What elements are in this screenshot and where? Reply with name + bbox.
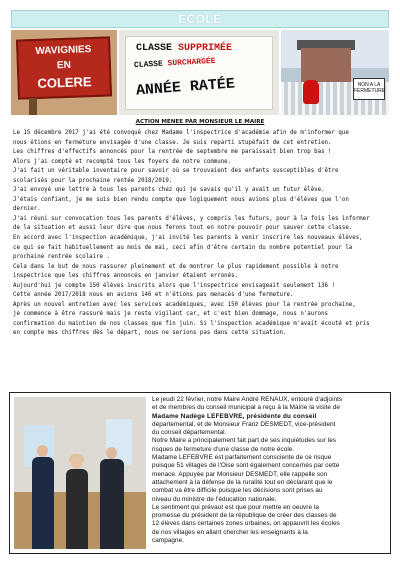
article-line: nous étions en fermeture envisagée d'une classe. Je suis reparti stupéfait de cet entretien. (13, 139, 332, 146)
article-line: ce qui se fait habituellement au mois de mai, ceci afin d'être certain du nombre potentiel pour la (13, 244, 353, 251)
banner-card: CLASSE SUPPRIMÉE CLASSE SURCHARGÉE ANNÉE RATÉE (125, 36, 273, 110)
visit-line: Le jeudi 22 février, notre Maire André RENAUX, entouré d'adjoints (152, 396, 343, 403)
article-line: prochaine rentrée scolaire . (13, 254, 110, 261)
article-body (13, 129, 388, 339)
article-line: Cette année 2017/2018 nous en avions 146 et n'étions pas menacés d'une fermeture. (13, 292, 294, 299)
visit-line: 12 élèves dans certaines zones urbaines, on appauvrit les écoles (152, 520, 340, 528)
person-center (66, 469, 88, 549)
visit-line: de nos villages en allant chercher les enseignants à la (152, 528, 308, 536)
article-line: dernier. (13, 206, 41, 213)
visit-line: et de membres du conseil municipal a reçu à la Mairie la visite de (152, 404, 341, 412)
visit-text (152, 396, 386, 545)
article-line: confirmation du maintien de nos classes que fin juin. Si l'inspection académique m'avait écouté et pris (13, 320, 370, 327)
visit-line: menace. Appuyée par Monsieur DESMEDT, elle rappelle son (152, 470, 328, 478)
banner-photo (119, 30, 279, 115)
article-line: Aujourd'hui je compte 150 élèves inscrits alors que l'inspectrice envisageait seulement 136 ! (13, 282, 335, 289)
visit-line: Le sentiment qui prévaut est que pour mettre en oeuvre la (152, 503, 319, 511)
article-line: J'ai envoyé une lettre à tous les parents chez qui je savais qu'il y avait un futur élève. (13, 187, 325, 194)
visit-line: du conseil départemental. (152, 429, 227, 437)
article-line: Alors j'ai compté et recompté tous les foyers de notre commune. (13, 158, 232, 165)
article-line: Les chiffres d'effectifs annoncés pour la rentrée de septembre me paraissait bien trop bas ! (13, 149, 332, 156)
visit-line: campagne. (152, 537, 185, 545)
visit-line: départemental, et de Monsieur Franz DESMEDT, vice-président (152, 420, 336, 428)
visit-line: combat va être difficile puisque les décisions sont prises au (152, 487, 323, 495)
visit-box (9, 392, 391, 554)
visit-line: puisque 51 villages de l'Oise sont également concernés par cette (152, 462, 340, 470)
article-line: de la situation et aussi leur dire que nous ferons tout en notre pouvoir pour sauver cette classe. (13, 225, 353, 232)
article-line: en compte mes chiffres dès le départ, nous ne serions pas dans cette situation. (13, 330, 287, 337)
meeting-photo (14, 397, 146, 549)
red-hand-icon (303, 80, 319, 104)
article-line: J'ai fait un véritable inventaire pour savoir où se trouvaient des enfants susceptibles d'être (13, 168, 339, 175)
photo-strip (11, 30, 389, 115)
visit-line: attachement à la défense de la ruralité tout en déclarant que le (152, 478, 333, 486)
visit-line: promesse du président de la république de créer des classes de (152, 512, 337, 520)
section-header (11, 10, 389, 28)
section-title: ÉCOLE (178, 12, 222, 26)
person-left (32, 457, 54, 549)
article-line: je commence à être rassuré mais je reste vigilant car, et c'est bien dommage, nous n'aurons (13, 311, 329, 318)
article-line: inspectrice que les chiffres annoncés en janvier étaient erronés. (13, 273, 239, 280)
article-line: Cela dans le but de nous rassurer pleinement et de montrer le plus rapidement possible à notre (13, 263, 339, 270)
visit-line: Notre Maire a principalement fait part de ses inquiétudes sur les (152, 437, 337, 445)
article-line: J'étais confiant, je me suis bien rendu compte que logiquement nous avions plus d'élèves que l'on (13, 196, 349, 203)
visit-line: Madame LEFEBVRE est parfaitement consciente de ce risque (152, 454, 332, 462)
school-gate-photo (281, 30, 389, 115)
visit-line: niveau du ministre de l'éducation nationale. (152, 495, 277, 503)
visit-line: risques de fermeture d'une classe de notre école. (152, 445, 295, 453)
article-line: Le 15 décembre 2017 j'ai été convoqué chez Madame l'inspectrice d'académie afin de m'informer que (13, 130, 349, 136)
person-right (100, 459, 124, 549)
visit-line: Madame Nadège LEFEBVRE, présidente du conseil (152, 412, 317, 420)
protest-sign-photo (11, 30, 117, 115)
article-line: scolarisés pour la prochaine rentée 2018/2019. (13, 177, 173, 184)
article-line: Après un nouvel entretien avec les services académiques, avec 150 élèves pour la rentrée prochaine, (13, 301, 356, 308)
article-line: J'ai réuni sur convocation tous les parents d'élèves, y compris les futurs, pour à la fois les informer (13, 215, 370, 222)
protest-sign: WAVIGNIES EN COLERE (16, 36, 112, 99)
article-title: ACTION MENEE PAR MONSIEUR LE MAIRE (135, 119, 265, 125)
sign-post (29, 98, 37, 115)
plaque: NON A LA FERMETURE (353, 78, 385, 100)
article-line: En accord avec l'inspection académique, j'ai invité les parents à venir inscrire les nouveaux élèves, (13, 235, 363, 242)
